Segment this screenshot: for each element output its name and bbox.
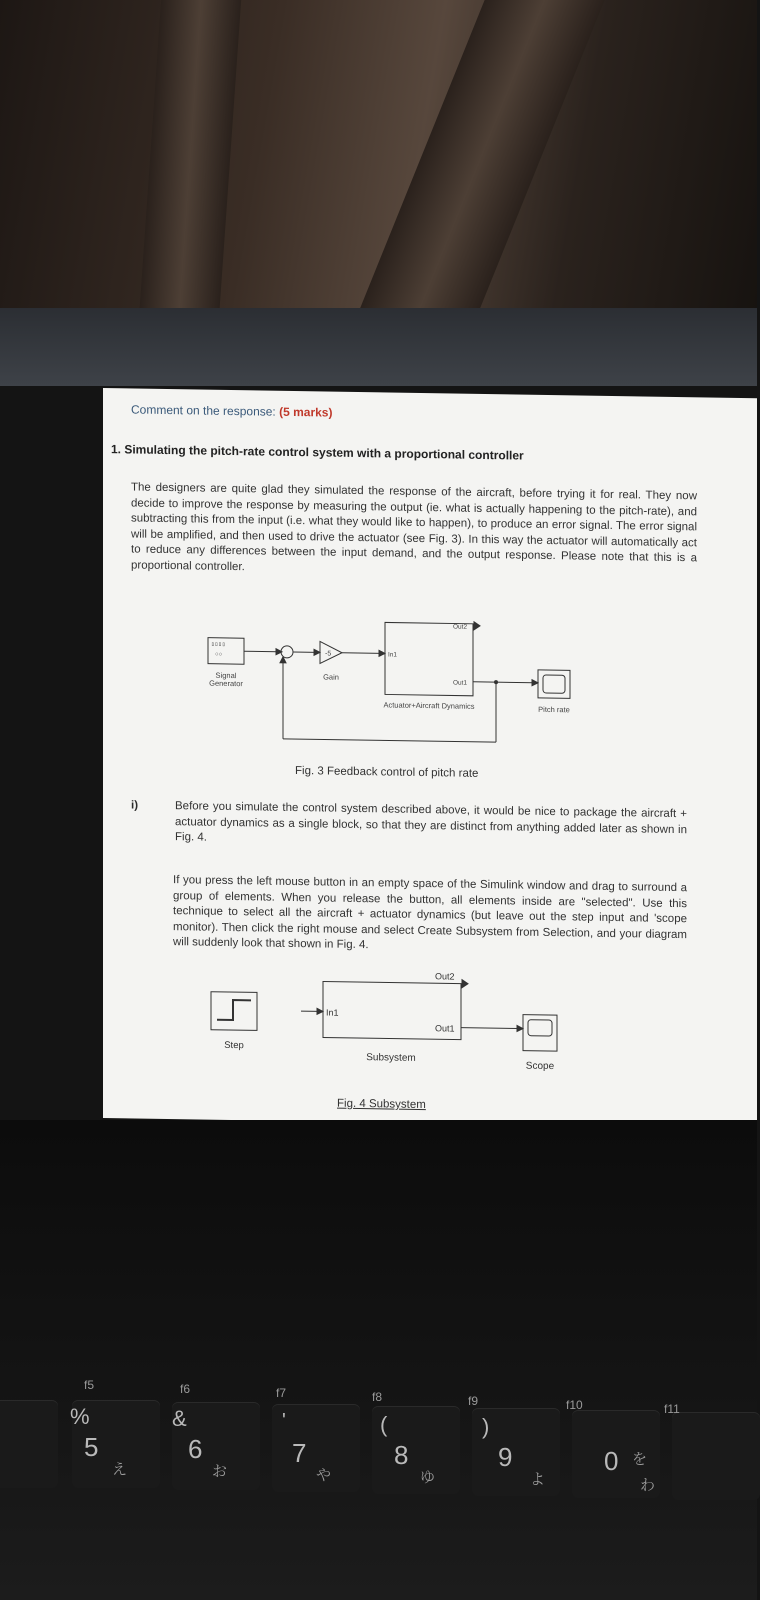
item-i-paragraph: Before you simulate the control system described above, it would be nice to package the aircraft + actuator dynamics as a single block, so that they are distinct from anything added later as shown in Fig. 4. [175, 800, 687, 844]
marks-label: (5 marks) [279, 404, 333, 420]
kana-yo: よ [530, 1471, 546, 1488]
kana-e: え [112, 1461, 128, 1478]
fkey-f7: f7 [276, 1386, 287, 1400]
item-marker: i) [131, 799, 139, 812]
kana-wa: わ [640, 1477, 656, 1494]
fkey-f9: f9 [468, 1394, 479, 1408]
laptop-keyboard [0, 1120, 757, 1600]
out2-port: Out2 [453, 623, 468, 631]
digit-8: 8 [394, 1440, 409, 1470]
symbol-apostrophe: ' [282, 1410, 286, 1432]
digit-6: 6 [188, 1434, 203, 1464]
symbol-ampersand: & [172, 1406, 187, 1431]
kana-o: お [212, 1463, 228, 1480]
scope-label: Scope [525, 1060, 555, 1073]
keyboard-key [672, 1412, 760, 1500]
symbol-left-paren: ( [380, 1412, 388, 1437]
digit-7: 7 [292, 1438, 307, 1468]
kana-ya: や [316, 1467, 332, 1484]
comment-prompt [131, 402, 332, 419]
comment-label: Comment on the response: [131, 402, 276, 419]
instructions-paragraph: If you press the left mouse button in an empty space of the Simulink window and drag to surround a group of elements. When you release the button, all elements inside are "selected". Use this technique to select all the aircraft + actuator dynamics (but leave out the step input and 'scope monitor). Then click the right mouse and select Create Subsystem from Selection, and your diagram will suddenly look that shown in Fig. 4. [173, 874, 687, 952]
digit-9: 9 [498, 1442, 513, 1472]
step-label: Step [224, 1039, 244, 1052]
gain-value: -5 [325, 650, 332, 658]
digit-5: 5 [84, 1432, 99, 1462]
document-screen [103, 388, 757, 1128]
svg-text:○○: ○○ [215, 650, 223, 658]
fig3-caption: Fig. 3 Feedback control of pitch rate [295, 765, 479, 780]
fkey-f11: f11 [664, 1402, 680, 1416]
in1-port: In1 [388, 651, 398, 659]
fig4-out1-port: Out1 [435, 1023, 455, 1034]
fig3-block-diagram [198, 619, 618, 756]
symbol-right-paren: ) [482, 1414, 490, 1439]
subsystem-caption-label: Subsystem [366, 1052, 416, 1064]
svg-text:▯▯▯▯: ▯▯▯▯ [211, 640, 226, 648]
fkey-f8: f8 [372, 1390, 383, 1404]
section-heading: 1. Simulating the pitch-rate control system with a proportional controller [111, 442, 524, 463]
fig4-caption: Fig. 4 Subsystem [337, 1097, 426, 1112]
kana-wo: を [632, 1451, 648, 1468]
fkey-f5: f5 [84, 1378, 95, 1392]
pitch-rate-label: Pitch rate [538, 704, 570, 715]
subsystem-label: Actuator+Aircraft Dynamics [383, 700, 475, 711]
intro-paragraph: The designers are quite glad they simulated the response of the aircraft, before trying it for real. They now decide to improve the response by measuring the output (ie. what is actually happening to the pitch-rate), and subtracting this from the input (i.e. what they would like to happen), to produce an error signal. The error signal will be amplified, and then used to drive the actuator (see Fig. 3). In this way the actuator will automatically act to reduce any differences between the input demand, and the output response. Please note that this is a proportional controller. [131, 481, 697, 573]
out1-port: Out1 [453, 679, 468, 687]
wooden-beam [355, 0, 604, 320]
monitor-bezel [0, 308, 757, 386]
fkey-f10: f10 [566, 1398, 583, 1412]
signal-generator-label: SignalGenerator [209, 670, 243, 689]
fig4-in1-port: In1 [326, 1007, 339, 1018]
keyboard-key [0, 1400, 58, 1488]
gain-label: Gain [323, 672, 339, 682]
background-room [0, 0, 757, 312]
fig4-out2-port: Out2 [435, 971, 455, 982]
digit-0: 0 [604, 1446, 619, 1476]
wooden-beam [139, 0, 241, 320]
fig4-block-diagram [201, 971, 571, 1086]
symbol-percent: % [70, 1404, 90, 1429]
kana-yu: ゆ [420, 1469, 436, 1486]
fkey-f6: f6 [180, 1382, 191, 1396]
